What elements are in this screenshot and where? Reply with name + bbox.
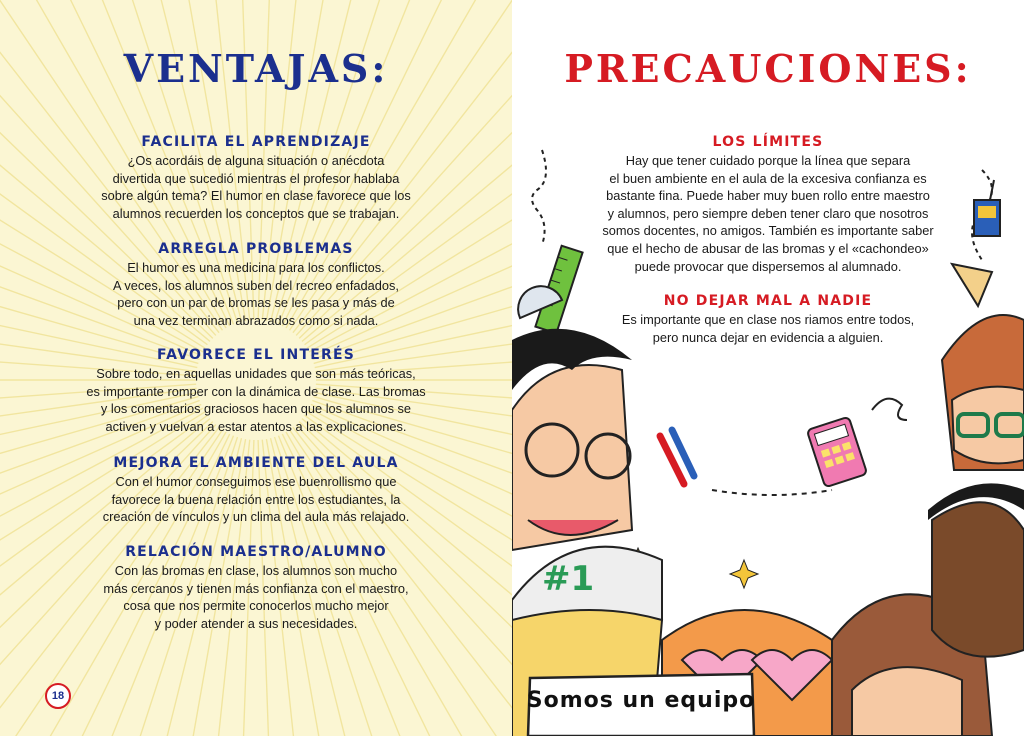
text-line: favorece la buena relación entre los estudiantes, la [111,491,401,507]
section-body [512,152,1024,275]
text-line: pero nunca dejar en evidencia a alguien. [652,329,884,345]
text-line: y los comentarios graciosos hacen que los alumnos se [100,401,412,417]
text-line: Con las bromas en clase, los alumnos son mucho [114,563,398,578]
dark-skin-character [928,483,1024,656]
page-number: 18 [45,683,71,709]
text-line: sobre algún tema? El humor en clase favorece que los [101,188,411,204]
kids-illustration [512,0,1024,736]
right-page [512,0,1024,736]
text-line: A veces, los alumnos suben del recreo enfadados, [113,277,399,293]
page-title-ventajas: VENTAJAS: [123,46,389,91]
section-heading: LOS LÍMITES [712,134,824,150]
text-line: ¿Os acordáis de alguna situación o anécdota [127,153,385,168]
text-line: creación de vínculos y un clima del aula más relajado. [102,509,410,525]
pens-icon [660,430,694,484]
text-line: y alumnos, pero siempre deben tener claro que nosotros [607,205,929,221]
text-line: somos docentes, no amigos. También es importante saber [602,223,934,239]
doodle-line [712,490,832,495]
text-line: es importante romper con la dinámica de clase. Las bromas [86,383,426,399]
team-sign [526,672,756,736]
page-title-precauciones: PRECAUCIONES: [564,46,972,91]
section-heading: NO DEJAR MAL A NADIE [663,293,873,309]
section-body [512,311,1024,346]
text-line: Sobre todo, en aquellas unidades que son más teóricas, [96,366,416,381]
calculator-icon [807,417,867,488]
section-arregla [0,240,512,329]
text-line: y poder atender a sus necesidades. [154,615,358,631]
text-line: alumnos recuerden los conceptos que se trabajan. [112,205,400,221]
section-favorece [0,346,512,435]
text-line: pero con un par de bromas se les pasa y más de [117,295,395,311]
section-body [0,562,512,632]
text-line: una vez terminan abrazados como si nada. [133,312,379,328]
text-line: el buen ambiente en el aula de la excesiva confianza es [609,170,927,186]
text-line: bastante fina. Puede haber muy buen rollo entre maestro [606,188,930,204]
section-heading: ARREGLA PROBLEMAS [158,241,354,257]
text-line: que el hecho de abusar de las bromas y el «cachondeo» [607,240,929,256]
text-line: El humor es una medicina para los conflictos. [127,260,385,275]
text-line: cosa que nos permite conocerlos mucho mejor [123,598,389,614]
section-heading: FAVORECE EL INTERÉS [156,347,355,363]
text-line: divertida que sucedió mientras el profesor hablaba [112,170,400,186]
section-body [0,259,512,329]
doodle-curl [872,399,907,420]
text-line: activen y vuelvan a estar atentos a las explicaciones. [105,418,407,434]
text-line: puede provocar que dispersemos al alumnado. [634,258,902,274]
section-facilita [0,133,512,222]
section-limites [512,133,1024,275]
sign-text: Somos un equipo [526,688,756,713]
boy-glasses-character [512,329,632,550]
text-line: Con el humor conseguimos ese buenrollismo que [115,474,397,489]
text-line: Hay que tener cuidado porque la línea que separa [625,153,911,168]
text-line: Es importante que en clase nos riamos entre todos, [621,312,915,327]
section-no-dejar-mal [512,292,1024,346]
section-mejora [0,454,512,526]
section-body [0,365,512,435]
section-relacion [0,543,512,632]
section-heading: FACILITA EL APRENDIZAJE [141,134,371,150]
section-heading: RELACIÓN MAESTRO/ALUMNO [125,544,387,560]
text-line: más cercanos y tienen más confianza con el maestro, [103,580,409,596]
sparkle-icon [730,560,758,588]
section-heading: MEJORA EL AMBIENTE DEL AULA [113,455,399,471]
cap-number: #1 [542,559,595,599]
section-body [0,152,512,222]
section-body [0,473,512,526]
